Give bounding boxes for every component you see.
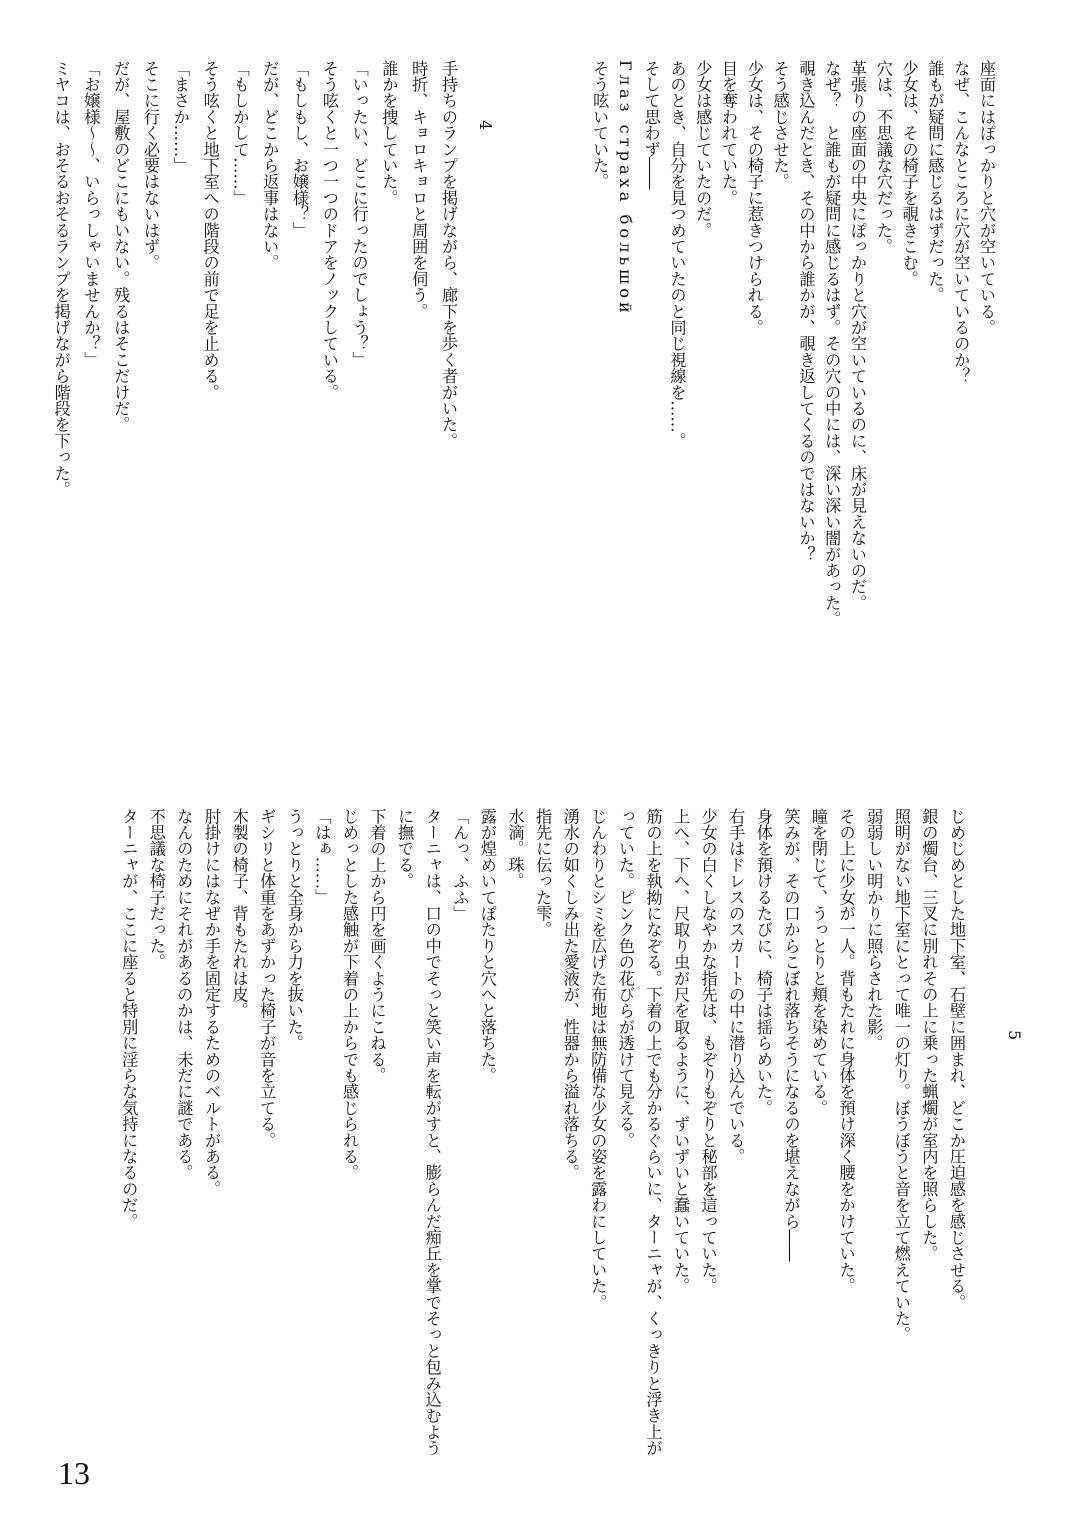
text-line: 肘掛けにはなぜか手を固定するためのベルトがある。	[201, 808, 221, 1197]
text-line: じんわりとシミを広げた布地は無防備な少女の姿を露わにしていた。	[588, 808, 608, 1311]
text-line: 少女は感じていたのだ。	[693, 60, 713, 239]
text-line: その上に少女が一人。背もたれに身体を預け深く腰をかけていた。	[836, 808, 856, 1294]
text-line: 「いったい、どこに行ったのでしょう？」	[349, 60, 369, 368]
text-line: 弱弱しい明かりに照らされた影。	[864, 808, 884, 1051]
text-line: 湧水の如くしみ出た愛液が、性器から溢れ落ちる。	[560, 808, 580, 1181]
text-line: 誰かを捜していた。	[379, 60, 399, 206]
text-line: 笑みが、その口からこぼれ落ちそうになるのを堪えながら――	[781, 808, 801, 1262]
text-line: 身体を預けるたびに、椅子は揺らめいた。	[753, 808, 773, 1116]
text-line: 座面にはぽっかりと穴が空いている。	[977, 60, 996, 336]
text-line: だが、屋敷のどこにもいない。残るはそこだけだ。	[111, 60, 131, 433]
text-line: あのとき、自分を見つめていたのと同じ視線を……。	[667, 60, 687, 449]
page-number: 13	[58, 1455, 90, 1491]
text-line: 瞳を閉じて、うっとりと頬を染めている。	[809, 808, 829, 1116]
text-line: 少女は、その椅子に惹きつけられる。	[744, 60, 764, 336]
text-line: 「はぁ……」	[312, 808, 332, 906]
text-line: 銀の燭台、三叉に別れその上に乗った蝋燭が室内を照らした。	[919, 808, 939, 1262]
text-line: ギシリと体重をあずかった椅子が音を立てる。	[257, 808, 277, 1149]
text-line: 木製の椅子、背もたれは皮。	[229, 808, 249, 1019]
text-section-3	[589, 60, 999, 712]
text-line: なぜ？ と誰もが疑問に感じるはず。その穴の中には、深い深い闇があった。	[822, 60, 842, 627]
text-line: 手持ちのランプを掲げながら、廊下を歩く者がいた。	[439, 60, 458, 449]
text-line: 右手はドレスのスカートの中に潜り込んでいる。	[726, 808, 746, 1165]
text-line: 筋の上を執拗になぞる。下着の上でも分かるぐらいに、ターニャが、くっきりと浮き上がっていた。ピンク色の花びらが透けて見える。	[615, 808, 663, 1456]
text-line: 不思議な椅子だった。	[146, 808, 166, 970]
text-line: 「もしかして……」	[230, 60, 250, 206]
text-section-5	[70, 808, 970, 1460]
text-line: そう呟くと地下室への階段の前で足を止める。	[200, 60, 220, 401]
text-line: 露が煌めいてぽたりと穴へと落ちた。	[477, 808, 497, 1084]
text-line: なぜ、こんなところに穴が空いているのか？	[951, 60, 971, 384]
text-line: 「まさか……」	[170, 60, 190, 174]
text-line: 「お嬢様～～、いらっしゃいませんか？」	[81, 60, 101, 368]
text-line: 照明がない地下室にとって唯一の灯り。ぼうぼうと音を立て燃えていた。	[891, 808, 911, 1343]
text-line: 誰もが疑問に感じるはずだった。	[925, 60, 945, 303]
text-line: 少女の白くしなやかな指先は、もぞりもぞりと秘部を這っていた。	[698, 808, 718, 1294]
text-line: 水滴。珠。	[505, 808, 525, 889]
text-line: 「もしもし、お嬢様？」	[290, 60, 310, 239]
text-line: ミヤコは、おそるおそるランプを掲げながら階段を下った。	[51, 60, 71, 498]
text-line: だが、どこから返事はない。	[260, 60, 280, 271]
text-line: そう感じさせた。	[770, 60, 790, 190]
text-line: 目を奪われていた。	[719, 60, 739, 206]
text-line: 穴は、不思議な穴だった。	[873, 60, 893, 255]
text-line: そこに行く必要はないはず。	[141, 60, 161, 271]
section-heading-5: 5	[1005, 1030, 1024, 1041]
text-line: 覗き込んだとき、その中から誰かが、覗き返してくるのではないか？	[796, 60, 816, 563]
text-line: そう呟くと一つ一つのドアをノックしている。	[319, 60, 339, 401]
text-section-4	[53, 60, 463, 712]
text-line: そして思わず――	[641, 60, 661, 190]
text-line: ターニャは、口の中でそっと笑い声を転がすと、膨らんだ痴丘を掌でそっと包み込むように撫でる。	[395, 808, 442, 1456]
text-line: じめっとした感触が下着の上からでも感じられる。	[339, 808, 359, 1181]
text-line: 指先に伝った雫。	[533, 808, 553, 938]
text-line: そう呟いていた。	[590, 60, 610, 190]
text-line: Глаз страха большой	[615, 60, 635, 317]
section-heading-4: 4	[476, 120, 495, 131]
text-line: 革張りの座面の中央にぽっかりと穴が空いているのに、床が見えないのだ。	[848, 60, 868, 611]
text-line: 時折、キョロキョロと周囲を伺う。	[409, 60, 429, 320]
text-line: 下着の上から円を画くようにこねる。	[367, 808, 387, 1084]
text-line: うっとりと全身から力を抜いた。	[284, 808, 304, 1051]
text-line: 少女は、その椅子を覗きこむ。	[899, 60, 919, 287]
text-line: 上へ、下へ、尺取り虫が尺を取るように、ずいずいと蠢いていた。	[671, 808, 691, 1294]
text-line: じめじめとした地下室、石壁に囲まれ、どこか圧迫感を感じさせる。	[947, 808, 966, 1311]
text-line: なんのためにそれがあるのかは、未だに謎である。	[174, 808, 194, 1181]
text-line: ターニャが、ここに座ると特別に淫らな気持になるのだ。	[119, 808, 139, 1230]
text-line: 「んっ、ふふ」	[450, 808, 470, 922]
